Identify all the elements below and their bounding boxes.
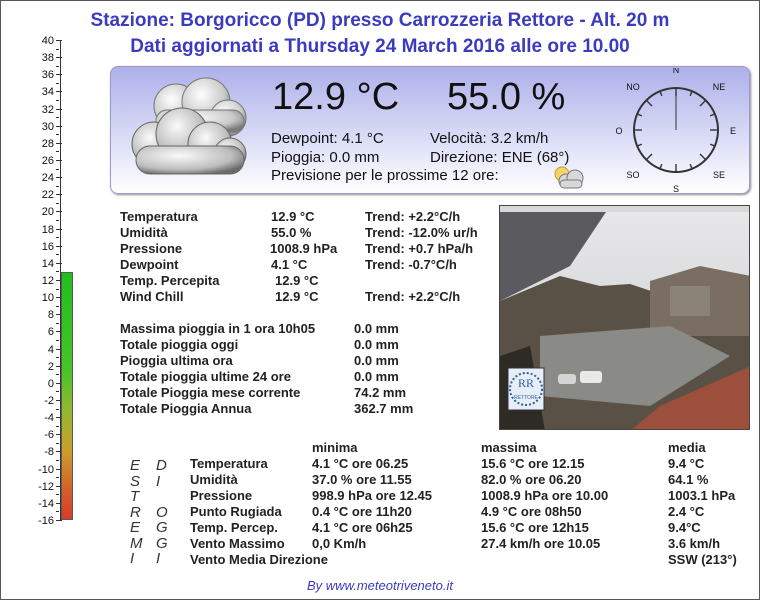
compass-tick <box>710 114 715 116</box>
current-trend: Trend: +2.2°C/h <box>365 289 461 304</box>
thermometer-scale-label: 6 <box>47 326 54 339</box>
compass-s: S <box>672 184 680 192</box>
thermometer-scale-label: -4 <box>44 412 54 425</box>
rain-label: Totale Pioggia Annua <box>120 401 252 416</box>
thermometer-scale-label: 36 <box>41 69 54 82</box>
thermometer-tick <box>56 323 59 324</box>
thermometer-tick <box>56 40 62 41</box>
thermometer-tick <box>56 511 59 512</box>
side-letter: T <box>130 488 140 505</box>
extremes-min: 4.1 °C ore 06h25 <box>312 520 413 535</box>
side-letter: G <box>156 534 168 552</box>
extremes-max: 82.0 % ore 06.20 <box>481 472 582 487</box>
thermometer-scale-label: -12 <box>38 480 54 493</box>
forecast-label: Previsione per le prossime 12 ore: <box>271 167 499 184</box>
thermometer-scale-label: 18 <box>41 223 54 236</box>
thermometer-scale-label: -6 <box>44 429 54 442</box>
compass-tick <box>646 100 652 106</box>
current-label: Umidità <box>120 225 168 240</box>
extremes-label: Pressione <box>190 488 253 503</box>
compass-o: O <box>615 126 623 136</box>
thermometer-tick <box>56 237 59 238</box>
extremes-avg: 2.4 °C <box>668 504 705 519</box>
thermometer-tick <box>56 263 62 264</box>
thermometer-tick <box>56 340 59 341</box>
compass-n: N <box>672 68 680 75</box>
thermometer-scale-label: 26 <box>41 155 54 167</box>
thermometer-tick <box>56 220 59 221</box>
thermometer-scale-label: 10 <box>41 292 54 305</box>
extremes-label: Temperatura <box>190 456 268 471</box>
thermometer-bar <box>61 272 73 520</box>
thermometer-scale-label: -8 <box>44 446 54 459</box>
extremes-max-header: massima <box>481 440 537 455</box>
rain-value: 0.0 mm <box>354 369 399 384</box>
thermometer-scale-label: -14 <box>38 497 54 510</box>
current-value: 12.9 °C <box>275 273 319 288</box>
side-letter: G <box>156 519 168 536</box>
rain-value: 362.7 mm <box>354 401 414 416</box>
compass-tick <box>700 100 706 106</box>
side-letter: D <box>156 457 167 474</box>
compass-tick <box>700 154 706 160</box>
extremes-avg: 3.6 km/h <box>668 536 721 551</box>
station-title: Stazione: Borgoricco (PD) presso Carrozzeria Rettore - Alt. 20 m <box>90 10 670 31</box>
webcam-logo: RR <box>517 376 535 390</box>
wind-compass <box>612 68 740 192</box>
current-value: 4.1 °C <box>271 257 308 272</box>
extremes-avg: SSW (213°) <box>668 552 737 567</box>
rain-label: Totale pioggia ultime 24 ore <box>120 369 291 384</box>
extremes-label: Umidità <box>190 472 238 487</box>
thermometer-tick <box>56 194 62 195</box>
side-letter: I <box>130 550 135 567</box>
rain-label: Totale pioggia oggi <box>120 337 239 352</box>
extremes-min-header: minima <box>312 440 358 455</box>
thermometer-tick <box>56 74 62 75</box>
thermometer-tick <box>56 160 62 161</box>
extremes-max: 27.4 km/h ore 10.05 <box>481 536 601 551</box>
compass-tick <box>710 144 715 146</box>
thermometer-tick <box>56 271 59 272</box>
extremes-min: 4.1 °C ore 06.25 <box>312 456 409 471</box>
thermometer-scale-label: 12 <box>41 275 54 287</box>
thermometer-tick <box>56 520 62 521</box>
thermometer-tick <box>56 477 59 478</box>
thermometer-scale-label: 38 <box>41 52 54 65</box>
rain-value: 0.0 mm <box>354 337 399 352</box>
compass-tick <box>660 91 662 96</box>
thermometer-tick <box>56 443 59 444</box>
compass-se: SE <box>712 170 726 180</box>
thermometer-scale-label: 4 <box>47 343 54 356</box>
thermometer-tick <box>56 151 59 152</box>
current-label: Temp. Percepita <box>120 273 220 288</box>
extremes-avg: 1003.1 hPa <box>668 488 736 503</box>
thermometer-scale-label: 2 <box>47 360 54 373</box>
thermometer-scale-label: 22 <box>41 189 54 202</box>
thermometer-scale-label: 16 <box>41 240 54 253</box>
thermometer-tick <box>56 57 62 58</box>
thermometer-tick <box>56 391 59 392</box>
current-value: 1008.9 hPa <box>270 241 338 256</box>
compass-tick <box>646 154 652 160</box>
current-label: Pressione <box>120 241 183 256</box>
thermometer-tick <box>56 254 59 255</box>
credit-link[interactable]: By www.meteotriveneto.it <box>307 578 453 593</box>
extremes-min: 0,0 Km/h <box>312 536 367 551</box>
side-letter: E <box>130 519 141 536</box>
compass-tick <box>690 164 692 169</box>
wind-direction-summary: Direzione: ENE (68°) <box>430 149 570 166</box>
compass-no: NO <box>626 82 640 92</box>
thermometer-tick <box>56 306 59 307</box>
thermometer-tick <box>56 246 62 247</box>
rain-value: 74.2 mm <box>354 385 407 400</box>
thermometer-tick <box>56 169 59 170</box>
extremes-min: 37.0 % ore 11.55 <box>312 472 412 487</box>
thermometer-tick <box>56 229 62 230</box>
thermometer-tick <box>56 100 59 101</box>
current-trend: Trend: +0.7 hPa/h <box>365 241 474 256</box>
thermometer-tick <box>56 83 59 84</box>
thermometer-scale-label: 8 <box>47 309 54 322</box>
thermometer-scale-label: 40 <box>41 35 54 47</box>
thermometer-tick <box>56 66 59 67</box>
extremes-avg: 9.4 °C <box>668 456 705 471</box>
thermometer-tick <box>56 109 62 110</box>
compass-so: SO <box>626 170 640 180</box>
thermometer-scale-label: 24 <box>41 172 54 185</box>
extremes-max: 1008.9 hPa ore 10.00 <box>481 488 609 503</box>
thermometer-tick <box>56 426 59 427</box>
cloud-icon <box>126 74 252 180</box>
extremes-avg: 64.1 % <box>668 472 709 487</box>
current-humidity: 55.0 % <box>447 76 566 118</box>
extremes-label: Punto Rugiada <box>190 504 282 519</box>
side-letter: O <box>156 503 168 521</box>
partly-cloudy-icon <box>550 164 586 190</box>
thermometer-tick <box>56 203 59 204</box>
extremes-max: 15.6 °C ore 12.15 <box>481 456 585 471</box>
thermometer-tick <box>56 117 59 118</box>
compass-tick <box>690 91 692 96</box>
side-letter: M <box>130 534 143 552</box>
thermometer-scale-label: -10 <box>38 463 54 476</box>
thermometer-scale-label: 34 <box>41 86 54 99</box>
thermometer-tick <box>56 289 59 290</box>
rain-value: 0.0 mm <box>354 321 399 336</box>
thermometer-scale-label: -16 <box>38 515 54 527</box>
extremes-min: 0.4 °C ore 11h20 <box>312 504 412 519</box>
current-value: 12.9 °C <box>275 289 319 304</box>
current-value: 55.0 % <box>271 225 312 240</box>
dewpoint-summary: Dewpoint: 4.1 °C <box>271 130 384 147</box>
current-trend: Trend: -12.0% ur/h <box>365 225 478 240</box>
compass-e: E <box>729 126 737 136</box>
current-trend: Trend: +2.2°C/h <box>365 209 461 224</box>
current-temperature: 12.9 °C <box>272 76 400 118</box>
thermometer-tick <box>56 211 62 212</box>
extremes-avg-header: media <box>668 440 706 455</box>
compass-tick <box>637 144 642 146</box>
current-label: Temperatura <box>120 209 198 224</box>
thermometer-scale-label: 30 <box>41 120 54 133</box>
side-letter: S <box>130 472 141 490</box>
thermometer-tick <box>56 374 59 375</box>
rain-summary: Pioggia: 0.0 mm <box>271 149 380 166</box>
rain-label: Pioggia ultima ora <box>120 353 233 368</box>
current-value: 12.9 °C <box>271 209 315 224</box>
thermometer-tick <box>56 49 59 50</box>
update-subtitle: Dati aggiornati a Thursday 24 March 2016 alle ore 10.00 <box>130 36 630 57</box>
thermometer-tick <box>56 186 59 187</box>
extremes-min: 998.9 hPa ore 12.45 <box>312 488 432 503</box>
extremes-max: 4.9 °C ore 08h50 <box>481 504 582 519</box>
thermometer-tick <box>56 134 59 135</box>
side-letter: R <box>130 503 141 521</box>
wind-speed-summary: Velocità: 3.2 km/h <box>430 130 549 147</box>
thermometer-tick <box>56 357 59 358</box>
thermometer-tick <box>56 126 62 127</box>
extremes-label: Temp. Percep. <box>190 520 278 535</box>
thermometer-scale-label: 28 <box>41 137 54 150</box>
compass-ne: NE <box>712 82 726 92</box>
extremes-avg: 9.4°C <box>668 520 701 535</box>
compass-tick <box>660 164 662 169</box>
thermometer-scale-label: 0 <box>47 377 54 390</box>
thermometer-tick <box>56 177 62 178</box>
webcam-image[interactable] <box>499 205 750 430</box>
side-letter: E <box>130 457 141 474</box>
webcam-logo-sub: RETTORE <box>514 395 538 401</box>
thermometer-tick <box>56 91 62 92</box>
thermometer-scale-label: 32 <box>41 103 54 116</box>
thermometer-scale-label: 20 <box>41 206 54 219</box>
thermometer-scale-label: 14 <box>41 257 54 270</box>
extremes-max: 15.6 °C ore 12h15 <box>481 520 589 535</box>
side-letter: I <box>156 472 161 490</box>
thermometer-scale-label: -2 <box>44 395 54 407</box>
current-label: Dewpoint <box>120 257 179 272</box>
thermometer-tick <box>56 494 59 495</box>
rain-label: Totale Pioggia mese corrente <box>120 385 301 400</box>
current-label: Wind Chill <box>120 289 184 304</box>
rain-value: 0.0 mm <box>354 353 399 368</box>
thermometer-tick <box>56 409 59 410</box>
extremes-label: Vento Media Direzione <box>190 552 328 567</box>
extremes-label: Vento Massimo <box>190 536 285 551</box>
side-letter: I <box>156 550 161 567</box>
rain-label: Massima pioggia in 1 ora 10h05 <box>120 321 316 336</box>
thermometer-tick <box>56 460 59 461</box>
compass-tick <box>637 114 642 116</box>
thermometer-tick <box>56 143 62 144</box>
current-trend: Trend: -0.7°C/h <box>365 257 457 272</box>
